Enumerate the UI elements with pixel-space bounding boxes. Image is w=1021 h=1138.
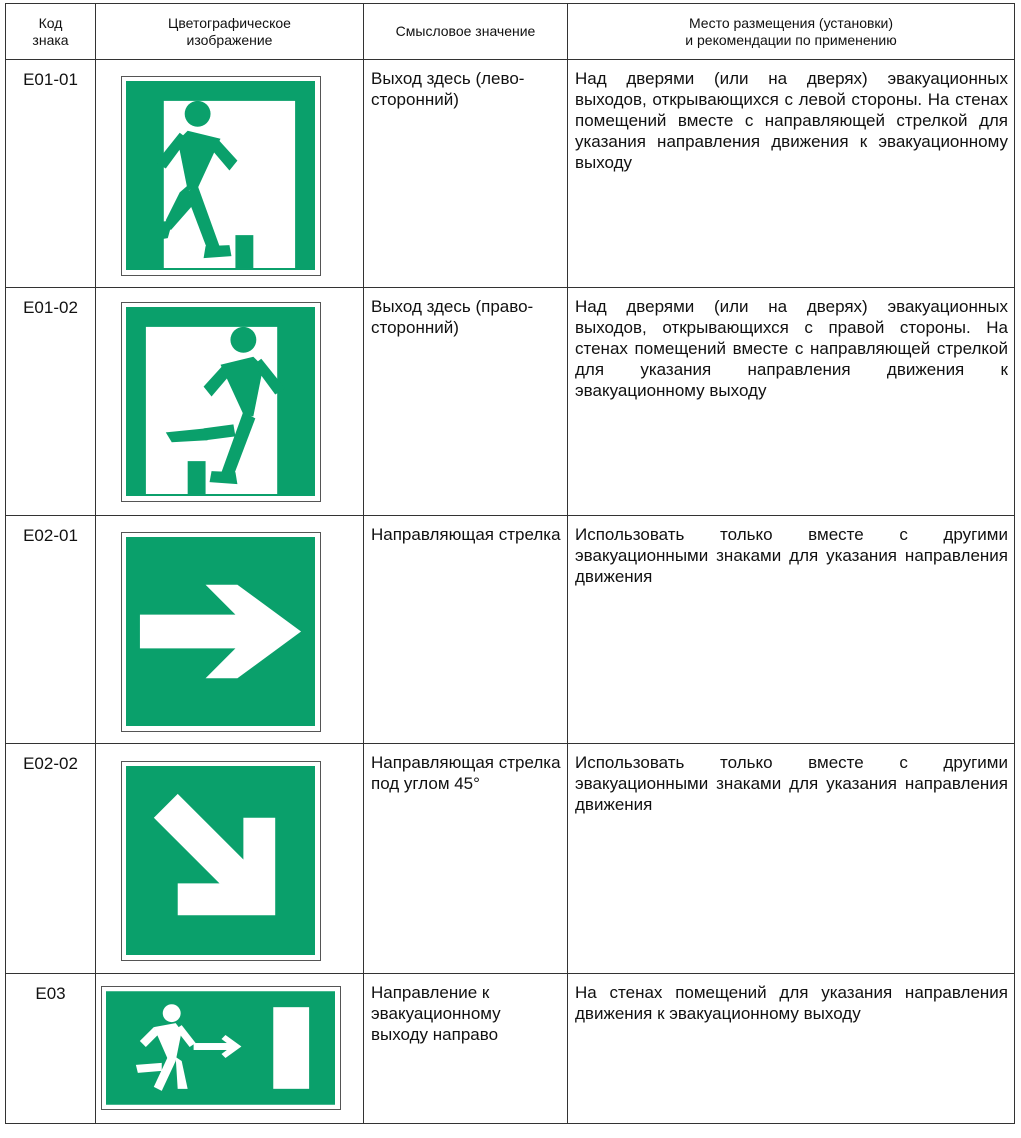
- header-place-line2: и рекомендации по применению: [685, 31, 897, 48]
- header-row: [6, 4, 1015, 60]
- sign-code: E01-01: [6, 60, 96, 288]
- sign-code: E02-02: [6, 744, 96, 974]
- sign-meaning: Выход здесь (право-сторонний): [364, 288, 568, 516]
- table-row: [6, 744, 1015, 974]
- header-place-line1: Место размещения (установки): [688, 14, 894, 31]
- sign-placement: На стенах помещений для указания направления движения к эвакуационному выходу: [568, 974, 1015, 1124]
- header-code-line2: знака: [32, 31, 69, 48]
- sign-image-cell: [96, 60, 364, 288]
- sign-placement: Использовать только вместе с другими эвакуационными знаками для указания направления движения: [568, 744, 1015, 974]
- sign-code: E02-01: [6, 516, 96, 744]
- sign-code: E03: [6, 974, 96, 1124]
- sign-code: E01-02: [6, 288, 96, 516]
- sign-image-cell: [96, 974, 364, 1124]
- sign-meaning: Направление к эвакуационному выходу направо: [364, 974, 568, 1124]
- sign-placement: Над дверями (или на дверях) эвакуационных выходов, открывающихся с правой стороны. На стенах помещений вместе с направляющей стрелкой для указания направления движения к эвакуационному выходу: [568, 288, 1015, 516]
- sign-meaning: Направляющая стрелка под углом 45°: [364, 744, 568, 974]
- exit-left-running-man-icon: [121, 76, 321, 276]
- header-place: [568, 4, 1015, 60]
- table-row: [6, 974, 1015, 1124]
- table-row: [6, 60, 1015, 288]
- sign-image-cell: [96, 516, 364, 744]
- arrow-right-icon: [121, 532, 321, 732]
- header-code-line1: Код: [38, 14, 63, 31]
- header-image-line1: Цветографическое: [168, 14, 291, 31]
- header-meaning: Смысловое значение: [364, 4, 568, 60]
- exit-direction-right-icon: [101, 986, 341, 1110]
- header-image-line2: изображение: [186, 31, 273, 48]
- sign-placement: Над дверями (или на дверях) эвакуационных выходов, открывающихся с левой стороны. На стенах помещений вместе с направляющей стрелкой для указания направления движения к эвакуационному выходу: [568, 60, 1015, 288]
- header-image: [96, 4, 364, 60]
- sign-meaning: Направляющая стрелка: [364, 516, 568, 744]
- table-row: [6, 516, 1015, 744]
- header-code: [6, 4, 96, 60]
- sign-meaning: Выход здесь (лево-сторонний): [364, 60, 568, 288]
- table-row: [6, 288, 1015, 516]
- signs-table: [5, 3, 1015, 1124]
- sign-image-cell: [96, 744, 364, 974]
- sign-image-cell: [96, 288, 364, 516]
- sign-placement: Использовать только вместе с другими эвакуационными знаками для указания направления движения: [568, 516, 1015, 744]
- exit-right-running-man-icon: [121, 302, 321, 502]
- arrow-diagonal-45-icon: [121, 761, 321, 961]
